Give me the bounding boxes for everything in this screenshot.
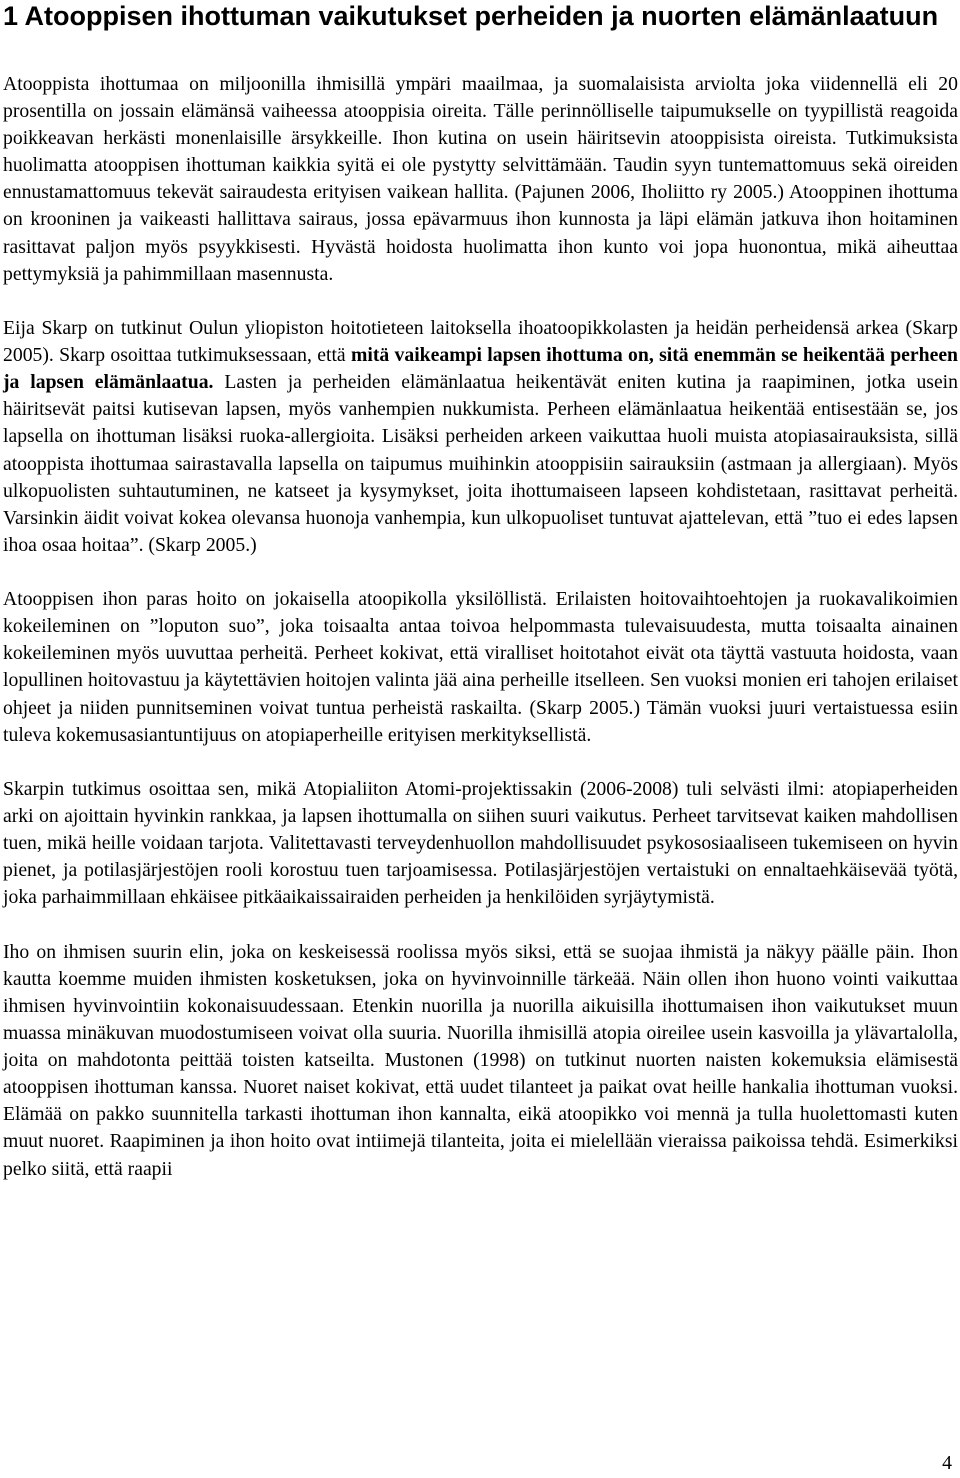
section-heading: 1 Atooppisen ihottuman vaikutukset perheiden ja nuorten elämänlaatuun <box>3 1 939 31</box>
paragraph-5-text: Iho on ihmisen suurin elin, joka on keskeisessä roolissa myös siksi, että se suojaa ihmistä ja näkyy päälle päin. Ihon kautta koemme muiden ihmisten kosketuksen, joka on hyvinvoinnille tärkeää. Näin ollen ihon huono vointi vaikuttaa ihmisen hyvinvointiin kokonaisuudessaan. Etenkin nuorilla ja nuorilla aikuisilla ihottumaisen ihon vaikutukset muun muassa minäkuvan muodostumiseen voivat olla suuria. Nuorilla ihmisillä atopia oireilee usein kasvoilla ja ylävartalolla, joita on mahdotonta peittää toisten katseilta. Mustonen (1998) on tutkinut nuorten naisten kokemuksia elämisestä atooppisen ihottuman kanssa. Nuoret naiset kokivat, että uudet tilanteet ja paikat ovat heille hankalia ihottuman vuoksi. Elämää on pakko suunnitella tarkasti ihottuman ihon kannalta, eikä atoopikko voi mennä ja tulla huolettomasti kuten muut nuoret. Raapiminen ja ihon hoito ovat intiimejä tilanteita, joita ei mielellään vieraissa paikoissa tehdä. Esimerkiksi pelko siitä, että raapii <box>3 940 958 1180</box>
paragraph-2-bold-text: mitä vaikeampi lapsen ihottuma on, sitä enemmän se heikentää perheen ja lapsen elämänlaatua. <box>3 344 959 394</box>
paragraph-2-text: Eija Skarp on tutkinut Oulun yliopiston hoitotieteen laitoksella ihoatoopikkolasten ja heidän perheidensä arkea (Skarp 2005). Skarp osoittaa tutkimuksessaan, että <box>3 317 958 367</box>
page-number: 4 <box>942 1452 952 1474</box>
paragraph-2-text-after: Lasten ja perheiden elämänlaatua heikentävät eniten kutina ja raapiminen, jotka usein häiritsevät paitsi kutisevan lapsen, myös vanhempien nukkumista. Perheen elämänlaatua heikentää entisestään se, jos lapsella on ihottuman lisäksi ruoka-allergioita. Lisäksi perheiden arkeen vaikuttaa huoli muista atopiasairauksista, sillä atooppista ihottumaa sairastavalla lapsella on taipumus muihinkin atooppisiin sairauksiin (astmaan ja allergiaan). Myös ulkopuolisten suhtautuminen, ne katseet ja kysymykset, joita ihottumaiseen lapseen kohdistetaan, rasittavat perheitä. Varsinkin äidit voivat kokea olevansa huonoja vanhempia, kun ulkopuoliset tuntuvat ajattelevan, että ”tuo ei edes lapsen ihoa osaa hoitaa”. (Skarp 2005.) <box>3 371 958 556</box>
paragraph-2 <box>3 315 958 559</box>
paragraph-3-text: Atooppisen ihon paras hoito on jokaisella atoopikolla yksilöllistä. Erilaisten hoitovaihtoehtojen ja ruokavalikoimien kokeileminen on ”loputon suo”, joka toisaalta antaa toivoa helpommasta tulevaisuudesta, mutta toisaalta ainainen kokeileminen myös uuvuttaa perheitä. Perheet kokivat, että viralliset hoitotahot eivät ota täyttä vastuuta hoidosta, vaan lopullinen hoitovastuu ja käytettävien hoitojen valinta jää aina perheille itselleen. Sen vuoksi monien eri tahojen erilaiset ohjeet ja niiden punnitseminen voivat tuntua perheistä raskailta. (Skarp 2005.) Tämän vuoksi juuri vertaistuessa esiin tuleva kokemusasiantuntijuus on atopiaperheille erityisen merkityksellistä. <box>3 588 958 746</box>
paragraph-3 <box>3 586 958 749</box>
paragraph-5 <box>3 939 958 1183</box>
paragraph-1 <box>3 71 958 288</box>
document-page <box>3 0 958 1183</box>
paragraph-4 <box>3 776 958 911</box>
paragraph-1-text: Atooppista ihottumaa on miljoonilla ihmisillä ympäri maailmaa, ja suomalaisista arviolta joka viidennellä eli 20 prosentilla on jossain elämänsä vaiheessa atooppisia oireita. Tälle perinnölliselle taipumukselle on tyypillistä reagoida poikkeavan herkästi monenlaisille ärsykkeille. Ihon kutina on usein häiritsevin atooppisista oireista. Tutkimuksista huolimatta atooppisen ihottuman kaikkia syitä ei ole pystytty selvittämään. Taudin syyn tuntemattomuus sekä oireiden ennustamattomuus tekevät sairaudesta erityisen vaikean hallita. (Pajunen 2006, Iholiitto ry 2005.) Atooppinen ihottuma on krooninen ja vaikeasti hallittava sairaus, jossa epävarmuus ihon kunnosta ja läpi elämän jatkuva ihon hoitaminen rasittavat paljon myös psyykkisesti. Hyvästä hoidosta huolimatta ihon kunto voi jopa huonontua, mikä aiheuttaa pettymyksiä ja pahimmillaan masennusta. <box>3 73 958 285</box>
paragraph-4-text: Skarpin tutkimus osoittaa sen, mikä Atopialiiton Atomi-projektissakin (2006-2008) tuli selvästi ilmi: atopiaperheiden arki on ajoittain hyvinkin rankkaa, ja lapsen ihottumalla on siihen suuri vaikutus. Perheet tarvitsevat kaiken mahdollisen tuen, mikä heille voidaan tarjota. Valitettavasti terveydenhuollon mahdollisuudet psykososiaaliseen tukemiseen on hyvin pienet, ja potilasjärjestöjen rooli korostuu tuen tarjoamisessa. Potilasjärjestöjen vertaistuki on ennaltaehkäisevää työtä, joka parhaimmillaan ehkäisee pitkäaikaissairaiden perheiden ja henkilöiden syrjäytymistä. <box>3 778 958 909</box>
